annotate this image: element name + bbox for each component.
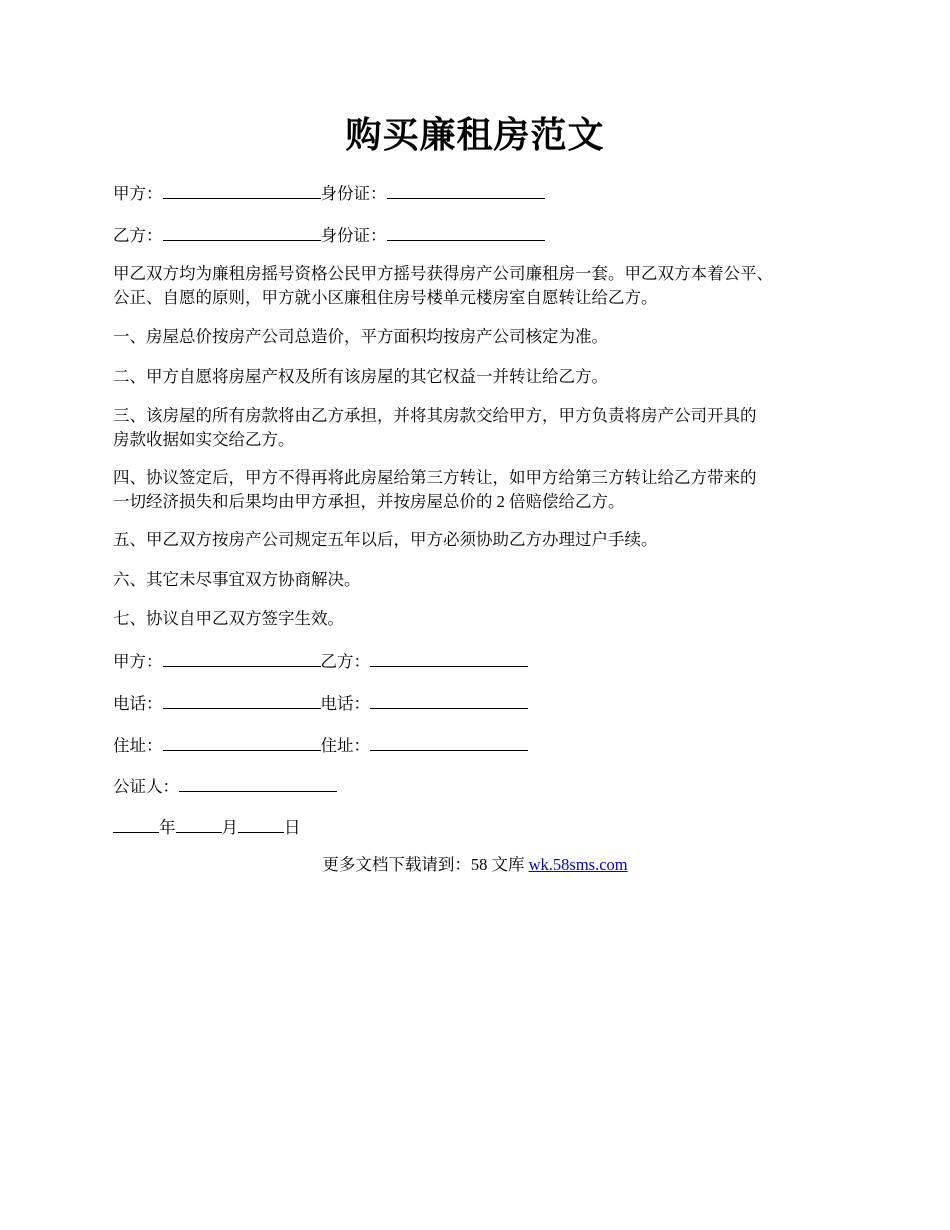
clause-6: 六、其它未尽事宜双方协商解决。 bbox=[113, 570, 361, 589]
party-a-id-blank bbox=[387, 180, 545, 199]
clause-7: 七、协议自甲乙双方签字生效。 bbox=[113, 609, 344, 628]
party-b-name-blank bbox=[163, 222, 321, 241]
date-line bbox=[113, 814, 853, 840]
signature-party-a-label: 甲方： bbox=[113, 652, 163, 671]
intro-line-2: 公正、自愿的原则，甲方就小区廉租住房号楼单元楼房室自愿转让给乙方。 bbox=[113, 288, 658, 307]
clause-4 bbox=[113, 466, 853, 514]
signature-phone-line bbox=[113, 690, 853, 716]
month-label: 月 bbox=[221, 818, 238, 837]
party-b-line bbox=[113, 222, 853, 248]
party-b-id-label: 身份证： bbox=[320, 226, 387, 245]
day-blank bbox=[238, 814, 284, 833]
intro-line-1: 甲乙双方均为廉租房摇号资格公民甲方摇号获得房产公司廉租房一套。甲乙双方本着公平、 bbox=[113, 264, 773, 283]
party-a-id-label: 身份证： bbox=[320, 184, 387, 203]
signature-party-b-blank bbox=[370, 648, 528, 667]
clause-4-line-2: 一切经济损失和后果均由甲方承担，并按房屋总价的 2 倍赔偿给乙方。 bbox=[113, 492, 625, 511]
footer bbox=[0, 853, 950, 877]
phone-a-label: 电话： bbox=[113, 694, 163, 713]
document-title: 购买廉租房范文 bbox=[345, 115, 605, 155]
intro-paragraph bbox=[113, 262, 853, 310]
address-b-blank bbox=[370, 732, 528, 751]
party-b-id-blank bbox=[387, 222, 545, 241]
phone-b-label: 电话： bbox=[320, 694, 370, 713]
month-blank bbox=[176, 814, 222, 833]
notary-label: 公证人： bbox=[113, 777, 179, 796]
notary-line bbox=[113, 773, 853, 799]
clause-3-line-2: 房款收据如实交给乙方。 bbox=[113, 430, 295, 449]
address-a-label: 住址： bbox=[113, 736, 163, 755]
clause-2: 二、甲方自愿将房屋产权及所有该房屋的其它权益一并转让给乙方。 bbox=[113, 367, 608, 386]
address-b-label: 住址： bbox=[320, 736, 370, 755]
address-a-blank bbox=[163, 732, 321, 751]
phone-b-blank bbox=[370, 690, 528, 709]
footer-text: 更多文档下载请到：58 文库 bbox=[322, 855, 529, 874]
party-a-line bbox=[113, 180, 853, 206]
signature-party-a-blank bbox=[163, 648, 321, 667]
signature-address-line bbox=[113, 732, 853, 758]
party-a-label: 甲方： bbox=[113, 184, 163, 203]
footer-link[interactable]: wk.58sms.com bbox=[528, 855, 628, 874]
party-b-label: 乙方： bbox=[113, 226, 163, 245]
party-a-name-blank bbox=[163, 180, 321, 199]
notary-blank bbox=[179, 773, 337, 792]
year-label: 年 bbox=[159, 818, 176, 837]
clause-1: 一、房屋总价按房产公司总造价，平方面积均按房产公司核定为准。 bbox=[113, 327, 608, 346]
year-blank bbox=[113, 814, 159, 833]
clause-4-line-1: 四、协议签定后，甲方不得再将此房屋给第三方转让，如甲方给第三方转让给乙方带来的 bbox=[113, 468, 757, 487]
phone-a-blank bbox=[163, 690, 321, 709]
clause-3-line-1: 三、该房屋的所有房款将由乙方承担，并将其房款交给甲方，甲方负责将房产公司开具的 bbox=[113, 406, 757, 425]
day-label: 日 bbox=[284, 818, 301, 837]
clause-3 bbox=[113, 404, 853, 452]
signature-party-b-label: 乙方： bbox=[320, 652, 370, 671]
signature-party-line bbox=[113, 648, 853, 674]
clause-5: 五、甲乙双方按房产公司规定五年以后，甲方必须协助乙方办理过户手续。 bbox=[113, 530, 658, 549]
